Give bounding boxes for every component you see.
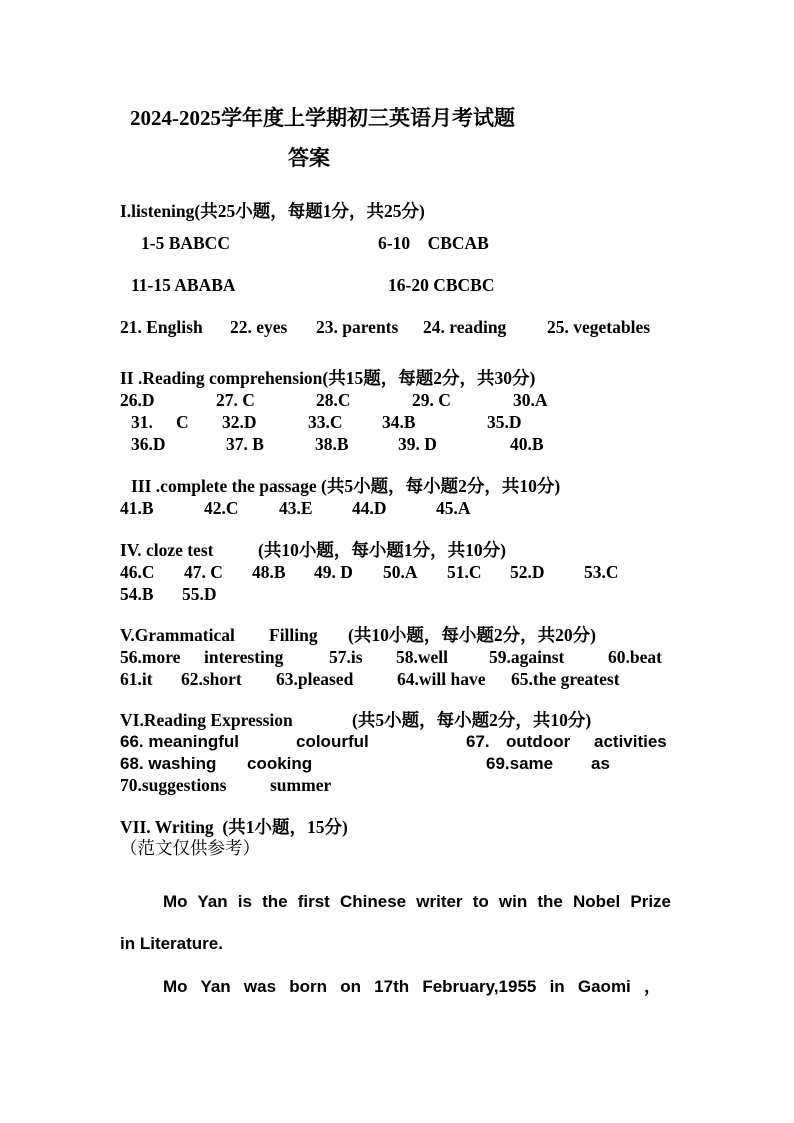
answer: 46.C (120, 562, 155, 582)
answer: 26.D (120, 390, 155, 410)
answer: 27. C (216, 390, 255, 410)
section-heading-passage: III .complete the passage (共5小题，每小题2分，共10分) (131, 476, 561, 496)
answer: 61.it (120, 669, 153, 689)
answer: 53.C (584, 562, 619, 582)
answer: 38.B (315, 434, 349, 454)
answer: 1-5 BABCC (141, 233, 230, 253)
answer: 37. B (226, 434, 264, 454)
heading-part: (共5小题，每小题2分，共10分) (352, 710, 592, 730)
heading-part: VI.Reading Expression (120, 710, 293, 730)
answer: 51.C (447, 562, 482, 582)
page-subtitle: 答案 (288, 146, 330, 170)
heading-part: (共10小题，每小题2分，共20分) (348, 625, 596, 645)
section-heading-writing: VII. Writing (共1小题，15分) (120, 817, 348, 837)
answer: 55.D (182, 584, 217, 604)
answer: summer (270, 775, 332, 795)
heading-part: (共10小题，每小题1分，共10分) (258, 540, 506, 560)
page-title: 2024-2025学年度上学期初三英语月考试题 (130, 106, 515, 130)
essay-line: in Literature. (120, 934, 223, 953)
answer: 62.short (181, 669, 242, 689)
essay-line: Mo Yan is the first Chinese writer to win the Nobel Prize (163, 892, 671, 911)
answer: 43.E (279, 498, 313, 518)
answer-row (0, 389, 794, 411)
answer: 25. vegetables (547, 317, 651, 337)
answer: 40.B (510, 434, 544, 454)
answer-row (0, 774, 794, 796)
answer: 65.the greatest (511, 669, 620, 689)
answer: 59.against (489, 647, 565, 667)
answer: 21. English (120, 317, 203, 337)
answer: 28.C (316, 390, 351, 410)
answer: 11-15 ABABA (131, 275, 236, 295)
section-heading-cloze (0, 539, 794, 561)
answer-row (0, 561, 794, 583)
answer-row (0, 316, 794, 338)
answer: 22. eyes (230, 317, 288, 337)
answer: 68. washing (120, 754, 217, 773)
answer: 60.beat (608, 647, 662, 667)
answer: 33.C (308, 412, 343, 432)
answer: 6-10 CBCAB (378, 233, 489, 253)
answer: 35.D (487, 412, 522, 432)
answer: 29. C (412, 390, 451, 410)
answer-row (0, 731, 794, 753)
section-heading-grammar (0, 624, 794, 646)
answer: 49. D (314, 562, 353, 582)
answer: 36.D (131, 434, 166, 454)
answer: activities (594, 732, 667, 751)
answer: 24. reading (423, 317, 507, 337)
answer: 67. (466, 732, 490, 751)
answer: as (591, 754, 610, 773)
section-heading-reading: II .Reading comprehension(共15题，每题2分，共30分) (120, 368, 536, 388)
section-heading-listening: I.listening(共25小题，每题1分，共25分) (120, 201, 425, 221)
answer: 57.is (329, 647, 363, 667)
answer: C (176, 412, 189, 432)
answer: 42.C (204, 498, 239, 518)
answer-row (0, 668, 794, 690)
answer-row (0, 411, 794, 433)
writing-note: （范文仅供参考） (120, 838, 260, 858)
heading-part: V.Grammatical (120, 625, 235, 645)
answer: 47. C (184, 562, 223, 582)
answer: 56.more (120, 647, 181, 667)
answer: 54.B (120, 584, 154, 604)
heading-part: IV. cloze test (120, 540, 214, 560)
essay-line: Mo Yan was born on 17th February,1955 in Gaomi ， (163, 977, 661, 996)
answer: 66. meaningful (120, 732, 240, 751)
answer: 41.B (120, 498, 154, 518)
answer: outdoor (506, 732, 571, 751)
answer: interesting (204, 647, 284, 667)
section-heading-expression (0, 709, 794, 731)
answer: 52.D (510, 562, 545, 582)
answer: 64.will have (397, 669, 486, 689)
answer-row (0, 433, 794, 455)
answer-row (0, 646, 794, 668)
answer: 44.D (352, 498, 387, 518)
heading-part: Filling (269, 625, 318, 645)
answer-row (0, 232, 794, 254)
answer: 48.B (252, 562, 286, 582)
answer: colourful (296, 732, 369, 751)
answer: 16-20 CBCBC (388, 275, 495, 295)
answer: 30.A (513, 390, 548, 410)
answer-row (0, 497, 794, 519)
answer: 70.suggestions (120, 775, 227, 795)
answer: cooking (247, 754, 313, 773)
answer: 34.B (382, 412, 416, 432)
answer: 32.D (222, 412, 257, 432)
answer: 50.A (383, 562, 418, 582)
answer: 39. D (398, 434, 437, 454)
answer: 63.pleased (276, 669, 354, 689)
answer: 58.well (396, 647, 449, 667)
answer-row (0, 583, 794, 605)
answer: 45.A (436, 498, 471, 518)
answer: 69.same (486, 754, 554, 773)
answer-row (0, 274, 794, 296)
answer: 31. (131, 412, 153, 432)
answer: 23. parents (316, 317, 399, 337)
answer-row (0, 753, 794, 775)
